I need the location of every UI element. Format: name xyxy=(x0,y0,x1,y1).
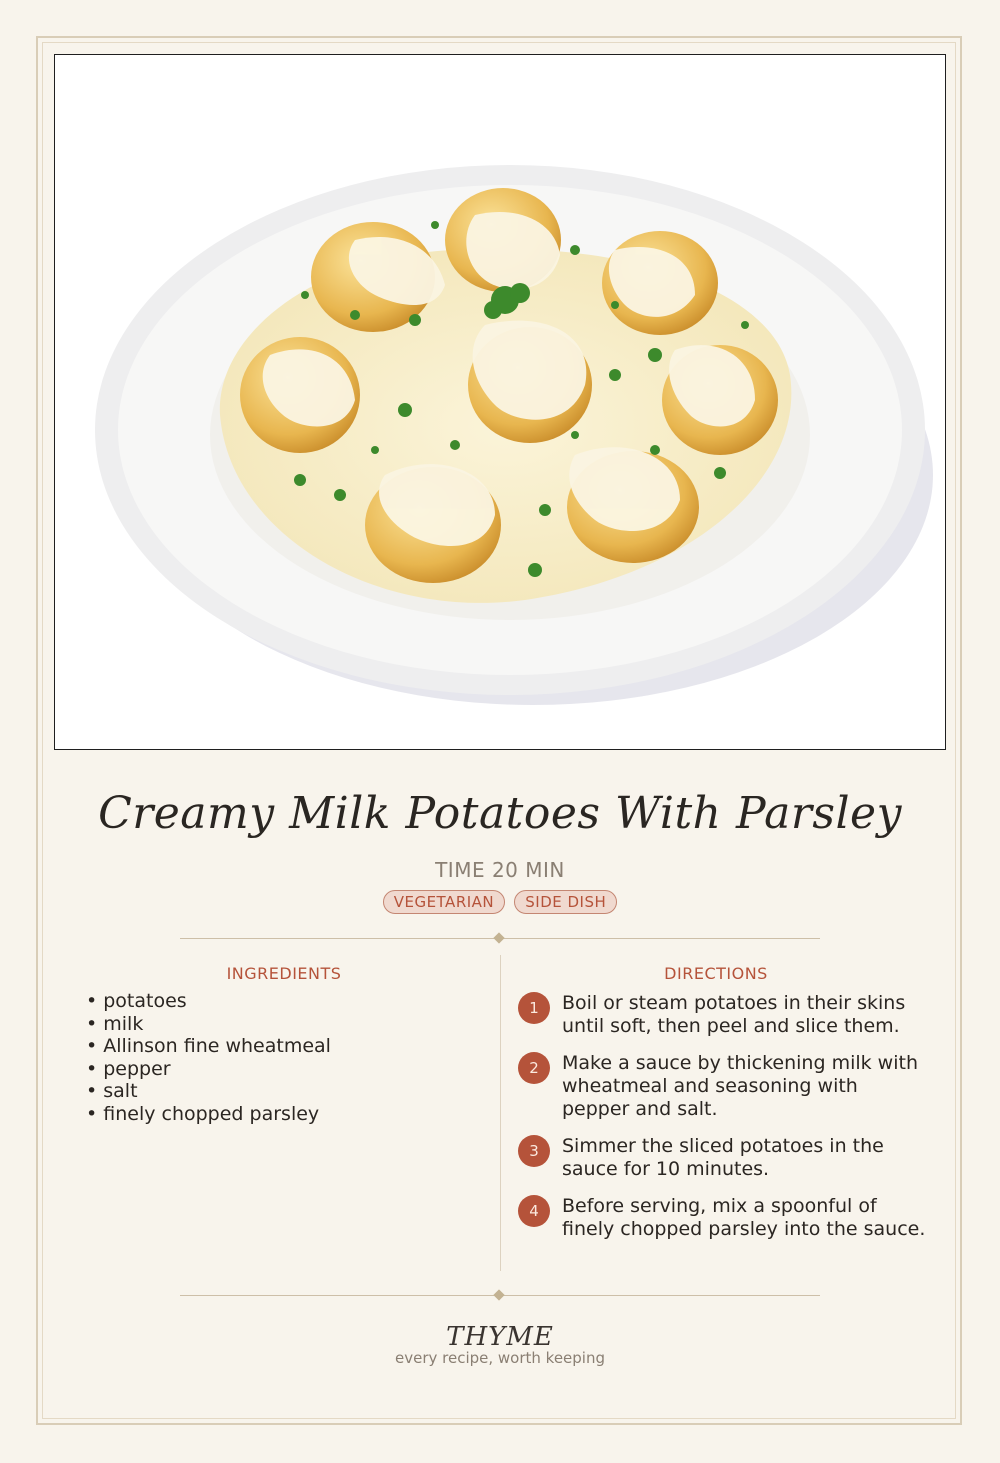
list-item: • potatoes xyxy=(86,990,187,1012)
list-item: • milk xyxy=(86,1012,144,1035)
list-item: • pepper xyxy=(86,1057,171,1080)
list-item: • salt xyxy=(86,1080,138,1102)
diamond-ornament-icon xyxy=(493,1289,504,1300)
ingredients-list xyxy=(86,990,331,1125)
directions-list xyxy=(518,992,928,1255)
divider-bottom xyxy=(180,1289,820,1303)
cook-time: TIME 20 MIN xyxy=(435,858,565,882)
brand-name: THYME xyxy=(446,1322,554,1352)
step-text: Before serving, mix a spoonful of finely chopped parsley into the sauce. xyxy=(562,1195,926,1240)
step-number: 4 xyxy=(518,1195,550,1227)
direction-step xyxy=(518,1052,928,1121)
brand-tagline: every recipe, worth keeping xyxy=(394,1349,605,1367)
recipe-title: Creamy Milk Potatoes With Parsley xyxy=(98,788,902,839)
step-number: 3 xyxy=(518,1135,550,1167)
dish-illustration xyxy=(54,54,946,750)
divider-top xyxy=(180,932,820,946)
ingredients-heading: INGREDIENTS xyxy=(226,964,342,983)
step-text: Simmer the sliced potatoes in the sauce for 10 minutes. xyxy=(562,1135,884,1180)
direction-step xyxy=(518,1195,928,1241)
step-text: Boil or steam potatoes in their skins until soft, then peel and slice them. xyxy=(562,992,906,1037)
step-text: Make a sauce by thickening milk with wheatmeal and seasoning with pepper and salt. xyxy=(562,1052,918,1120)
directions-heading: DIRECTIONS xyxy=(664,964,768,983)
diamond-ornament-icon xyxy=(493,932,504,943)
tag-vegetarian: VEGETARIAN xyxy=(383,890,505,914)
tag-list xyxy=(0,890,1000,914)
direction-step xyxy=(518,992,928,1038)
list-item: • Allinson fine wheatmeal xyxy=(86,1035,331,1057)
column-divider xyxy=(500,955,501,1271)
step-number: 2 xyxy=(518,1052,550,1084)
step-number: 1 xyxy=(518,992,550,1024)
direction-step xyxy=(518,1135,928,1181)
potato-plate-picture xyxy=(55,55,945,749)
tag-side-dish: SIDE DISH xyxy=(514,890,617,914)
list-item: • finely chopped parsley xyxy=(86,1102,320,1125)
